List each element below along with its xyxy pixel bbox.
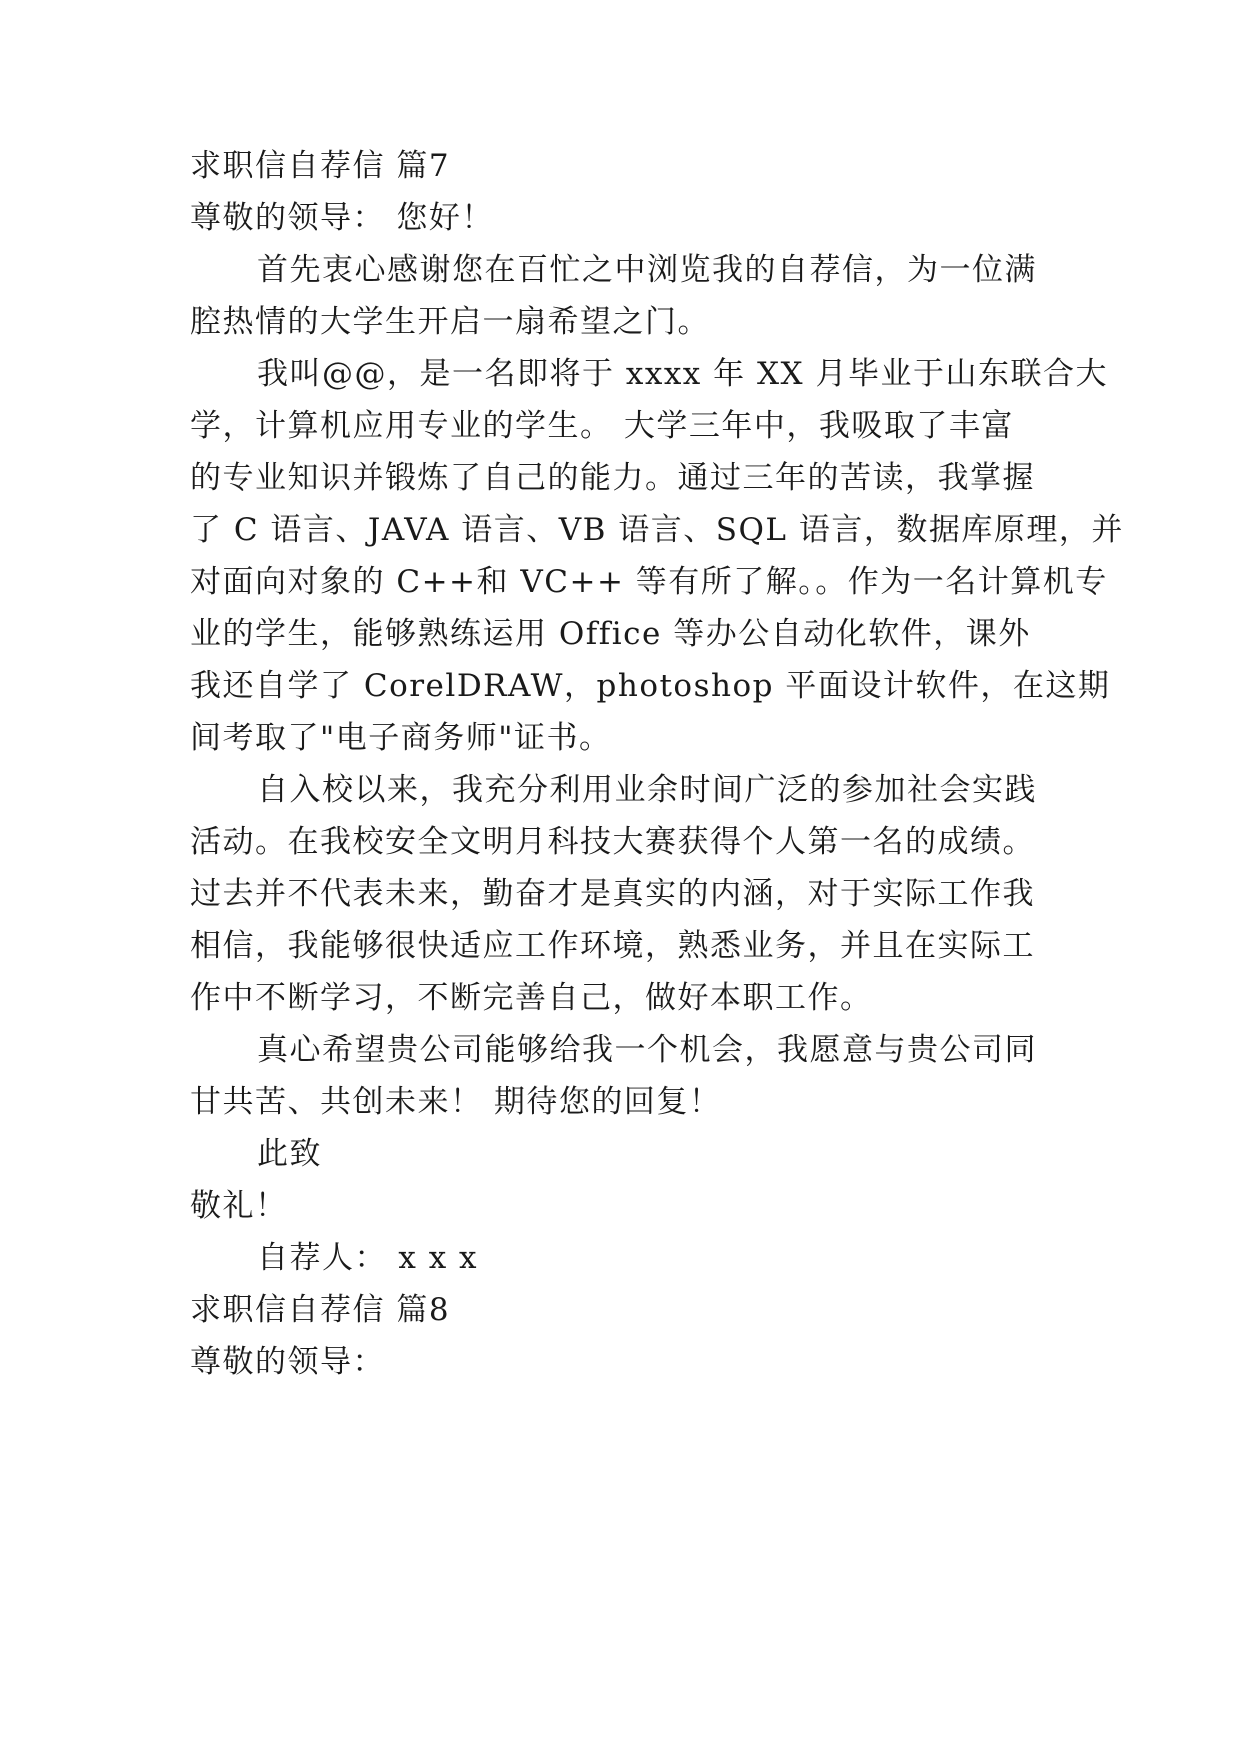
closing-line: 此致	[257, 1136, 322, 1172]
paragraph-line: 首先衷心感谢您在百忙之中浏览我的自荐信，为一位满	[257, 252, 1037, 288]
paragraph-line: 自入校以来，我充分利用业余时间广泛的参加社会实践	[257, 772, 1037, 808]
paragraph-line: 的专业知识并锻炼了自己的能力。通过三年的苦读，我掌握	[190, 460, 1035, 496]
heading-letter-7: 求职信自荐信 篇7	[190, 148, 451, 184]
paragraph-line: 作中不断学习，不断完善自己，做好本职工作。	[190, 980, 873, 1016]
paragraph-line: 间考取了"电子商务师"证书。	[190, 720, 612, 756]
heading-letter-8: 求职信自荐信 篇8	[190, 1292, 451, 1328]
closing-regards: 敬礼！	[190, 1188, 288, 1224]
paragraph-line: 甘共苦、共创未来！ 期待您的回复！	[190, 1084, 722, 1120]
salutation-2: 尊敬的领导：	[190, 1344, 385, 1380]
signature-line: 自荐人： x x x	[257, 1240, 479, 1276]
paragraph-line: 腔热情的大学生开启一扇希望之门。	[190, 304, 710, 340]
paragraph-line: 业的学生，能够熟练运用 Office 等办公自动化软件，课外	[190, 616, 1031, 652]
salutation: 尊敬的领导： 您好！	[190, 200, 494, 236]
paragraph-line: 了 C 语言、JAVA 语言、VB 语言、SQL 语言，数据库原理，并	[190, 512, 1124, 548]
paragraph-line: 相信，我能够很快适应工作环境，熟悉业务，并且在实际工	[190, 928, 1035, 964]
paragraph-line: 真心希望贵公司能够给我一个机会，我愿意与贵公司同	[257, 1032, 1037, 1068]
paragraph-line: 我叫@@，是一名即将于 xxxx 年 XX 月毕业于山东联合大	[257, 356, 1108, 392]
paragraph-line: 活动。在我校安全文明月科技大赛获得个人第一名的成绩。	[190, 824, 1035, 860]
paragraph-line: 对面向对象的 C++和 VC++ 等有所了解。。作为一名计算机专	[190, 564, 1108, 600]
paragraph-line: 我还自学了 CorelDRAW，photoshop 平面设计软件，在这期	[190, 668, 1111, 704]
paragraph-line: 过去并不代表未来，勤奋才是真实的内涵，对于实际工作我	[190, 876, 1035, 912]
paragraph-line: 学，计算机应用专业的学生。 大学三年中，我吸取了丰富	[190, 408, 1014, 444]
